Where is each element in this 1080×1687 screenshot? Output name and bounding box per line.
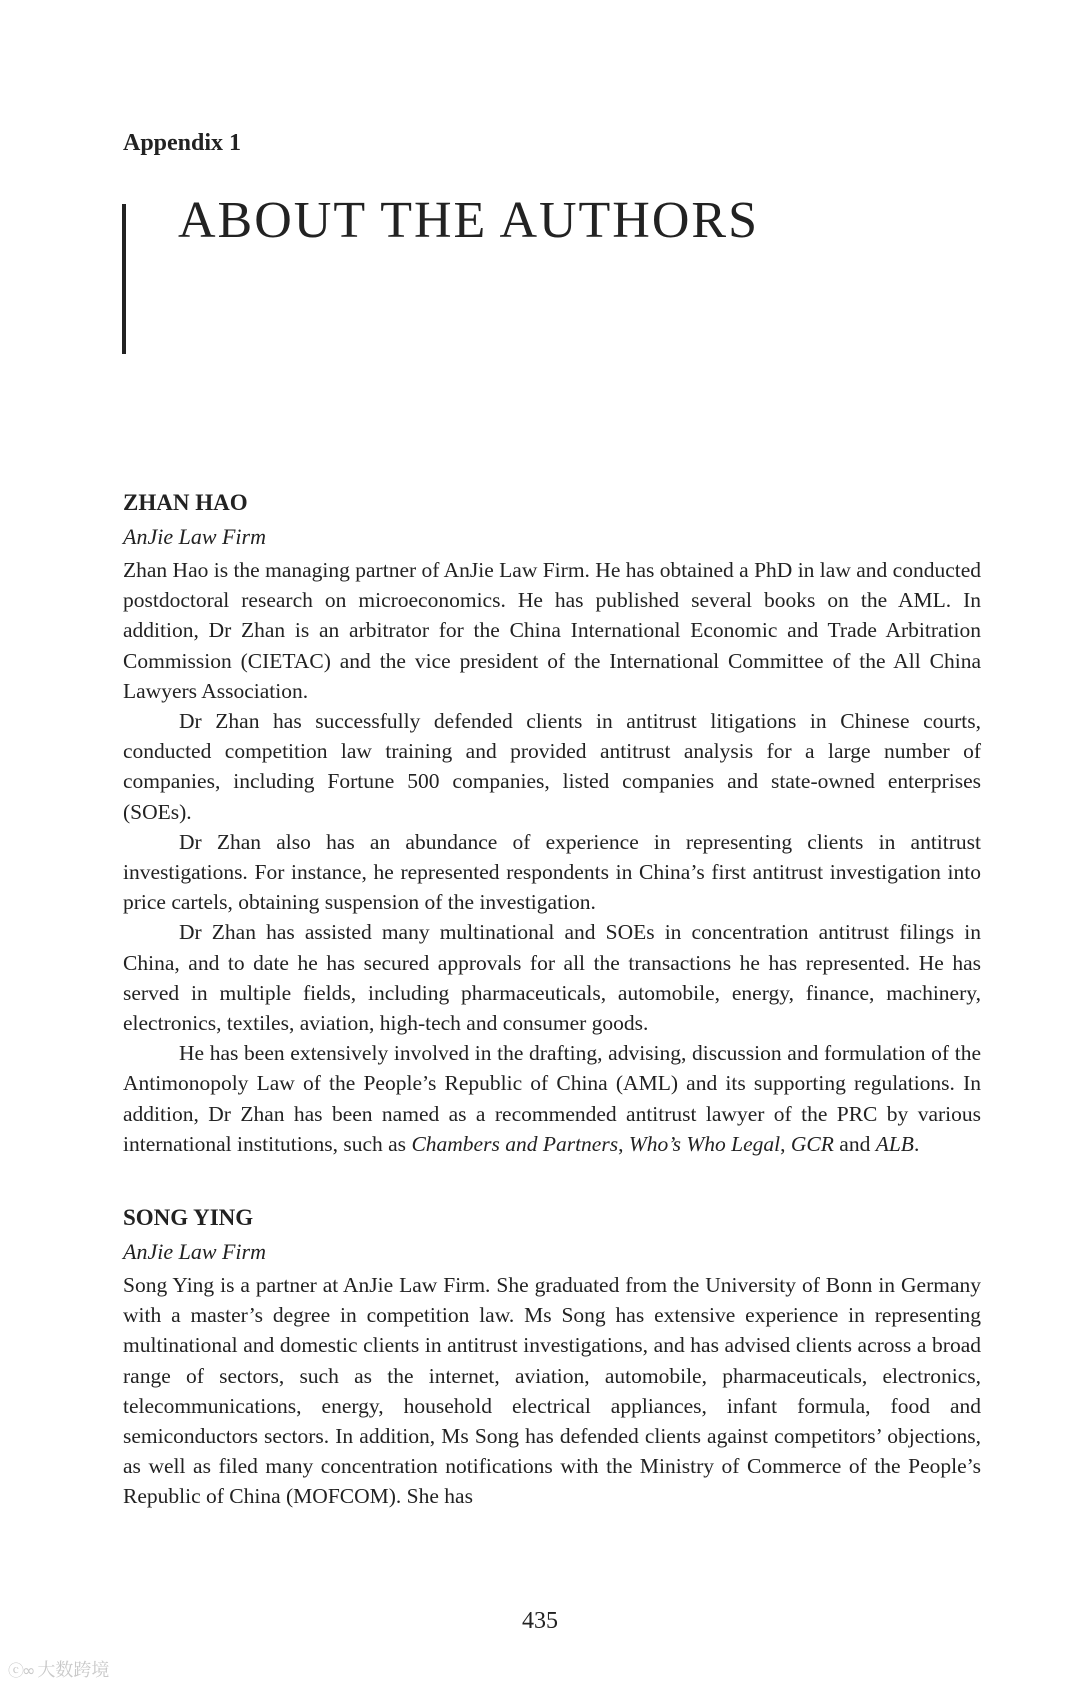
- author-zhan-hao: [123, 488, 981, 1159]
- author-song-ying: [123, 1203, 981, 1512]
- bio-paragraph: Dr Zhan has assisted many multinational and SOEs in concentration antitrust filings in China, and to date he has secured approvals for all the transactions he has represented. He has served in multiple fields, including pharmaceuticals, automobile, energy, finance, machinery, electronics, textiles, aviation, high-tech and consumer goods.: [123, 920, 981, 1036]
- watermark: [8, 1656, 109, 1682]
- page-title: ABOUT THE AUTHORS: [178, 192, 760, 249]
- separator: ,: [780, 1131, 791, 1156]
- appendix-label: Appendix 1: [123, 130, 242, 156]
- publication-alb: ALB: [875, 1131, 914, 1156]
- publication-chambers: Chambers and Partners: [411, 1131, 619, 1156]
- author-name: SONG YING: [123, 1205, 254, 1231]
- bio-paragraph: Song Ying is a partner at AnJie Law Firm. She graduated from the University of Bonn in Germany with a master’s degree in competition law. Ms Song has extensive experience in representing multinational and domestic clients in antitrust investigations, and has advised clients across a broad range of sectors, such as the internet, aviation, automobile, pharmaceuticals, electronics, telecommunications, energy, household electrical appliances, infant formula, food and semiconductors sectors. In addition, Ms Song has defended clients against competitors’ objections, as well as filed many concentration notifications with the Ministry of Commerce of the People’s Republic of China (MOFCOM). She has: [123, 1273, 981, 1509]
- recognition-text: He has been extensively involved in the drafting, advising, discussion and formulation of the Antimonopoly Law of the People’s Republic of China (AML) and its supporting regulations. In addition, Dr Zhan has been named as a recommended antitrust lawyer of the PRC by various international institutions, such as: [123, 1041, 981, 1156]
- author-firm: AnJie Law Firm: [123, 524, 266, 549]
- authors-section: [123, 488, 981, 1512]
- sentence-end: .: [913, 1131, 920, 1156]
- bio-paragraph-recognition: [123, 1038, 981, 1159]
- separator: and: [833, 1131, 876, 1156]
- page-number: 435: [522, 1608, 558, 1634]
- watermark-logo-icon: ⓒ∞: [8, 1660, 34, 1680]
- bio-paragraph: Dr Zhan has successfully defended clients in antitrust litigations in Chinese courts, conducted competition law training and provided antitrust analysis for a large number of companies, including Fortune 500 companies, listed companies and state-owned enterprises (SOEs).: [123, 709, 981, 824]
- author-firm: AnJie Law Firm: [123, 1239, 266, 1265]
- bio-paragraph: Zhan Hao is the managing partner of AnJie Law Firm. He has obtained a PhD in law and conducted postdoctoral research on microeconomics. He has published several books on the AML. In addition, Dr Zhan is an arbitrator for the China International Economic and Trade Arbitration Commission (CIETAC) and the vice president of the International Committee of the All China Lawyers Association.: [123, 558, 981, 703]
- publication-whos-who-legal: Who’s Who Legal: [628, 1131, 781, 1156]
- author-name: ZHAN HAO: [123, 490, 248, 515]
- title-rule: [122, 204, 126, 354]
- bio-paragraph: Dr Zhan also has an abundance of experience in representing clients in antitrust investigations. For instance, he represented respondents in China’s first antitrust investigation into price cartels, obtaining suspension of the investigation.: [123, 829, 981, 915]
- separator: ,: [618, 1131, 629, 1156]
- watermark-text: 大数跨境: [37, 1660, 110, 1681]
- publication-gcr: GCR: [790, 1131, 834, 1156]
